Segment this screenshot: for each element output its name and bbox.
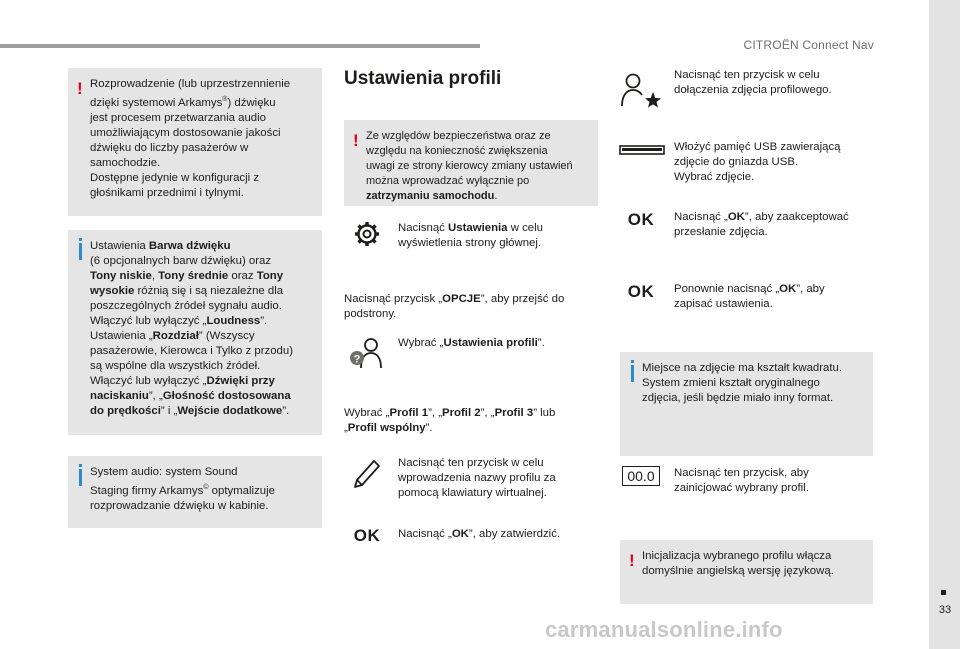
step-confirm: Nacisnąć „OK”, aby zatwierdzić.: [398, 528, 561, 540]
profile-settings-icon: [348, 336, 384, 370]
page-number: 33: [938, 604, 952, 616]
note-text: Rozprowadzenie (lub uprzestrzennienie dzięki systemowi Arkamys®) dźwięku jest procesem przetwarzania audio umożliwiającym dostosowanie jakości dźwięku do liczby pasażerów w samochodzie. Dostępne jedynie w konfiguracji z głośnikami przednimi i tylnymi.: [90, 78, 291, 199]
step-select-profile: Wybrać „Profil 1”, „Profil 2”, „Profil 3” lub „Profil wspólny”.: [344, 407, 556, 434]
page-side-strip: [929, 0, 960, 649]
info-box-sound-staging: [68, 456, 322, 528]
ok-button-icon: OK: [627, 210, 655, 229]
step-attach-photo: Nacisnąć ten przycisk w celu dołączenia zdjęcia profilowego.: [674, 69, 832, 96]
reset-display-icon: [618, 466, 664, 486]
step-save-settings: Ponownie nacisnąć „OK”, aby zapisać ustawienia.: [674, 283, 825, 310]
warning-icon: !: [353, 131, 359, 150]
step-edit-name: Nacisnąć ten przycisk w celu wprowadzenia nazwy profilu za pomocą klawiatury wirtualnej.: [398, 457, 556, 499]
header-title: CITROËN Connect Nav: [743, 38, 874, 52]
step-settings: Nacisnąć Ustawienia w celu wyświetlenia strony głównej.: [398, 222, 543, 249]
warning-icon: !: [77, 79, 83, 98]
warning-text: Inicjalizacja wybranego profilu włącza domyślnie angielską wersję językową.: [642, 550, 834, 577]
info-icon: [79, 243, 82, 260]
info-text: Miejsce na zdjęcie ma kształt kwadratu. System zmieni kształt oryginalnego zdjęcia, jeśli będzie miało inny format.: [642, 362, 843, 404]
step-init-profile: Nacisnąć ten przycisk, aby zainicjować wybrany profil.: [674, 467, 809, 494]
ok-button-icon: OK: [353, 526, 381, 545]
step-accept-upload: Nacisnąć „OK”, aby zaakceptować przesłanie zdjęcia.: [674, 211, 849, 238]
info-box-sound-settings: [68, 230, 322, 435]
top-rule: [0, 44, 480, 48]
warning-text: Ze względów bezpieczeństwa oraz ze względu na konieczność zwiększenia uwagi ze strony kierowcy zmiany ustawień można wprowadzać wyłącznie po zatrzymaniu samochodu.: [366, 130, 573, 202]
pencil-icon: [352, 458, 382, 490]
info-text: Ustawienia Barwa dźwięku (6 opcjonalnych barw dźwięku) oraz Tony niskie, Tony średnie oraz Tony wysokie różnią się i są niezależne dla poszczególnych źródeł sygnału audio. Włączyć lub wyłączyć „Loudness”. Ustawienia „Rozdział” (Wszyscy pasażerowie, Kierowca i Tylko z przodu) są wspólne dla wszystkich źródeł. Włączyć lub wyłączyć „Dźwięki przy naciskaniu”, „Głośność dostosowana do prędkości” i „Wejście dodatkowe”.: [90, 240, 294, 417]
watermark: carmanualsonline.info: [545, 617, 783, 642]
step-options: Nacisnąć przycisk „OPCJE”, aby przejść do podstrony.: [344, 293, 565, 320]
step-profile-settings: Wybrać „Ustawienia profili”.: [398, 337, 545, 349]
info-text: System audio: system Sound Staging firmy Arkamys© optymalizuje rozprowadzanie dźwięku w kabinie.: [90, 466, 275, 512]
step-insert-usb: Włożyć pamięć USB zawierającą zdjęcie do gniazda USB. Wybrać zdjęcie.: [674, 141, 841, 183]
info-icon: [631, 365, 634, 382]
settings-gear-icon: [352, 219, 382, 249]
note-box-arkamys: [68, 68, 322, 216]
usb-slot-icon: [618, 144, 666, 156]
svg-text:?: ?: [353, 353, 361, 366]
info-icon: [79, 469, 82, 486]
section-title: Ustawienia profili: [344, 68, 502, 89]
lcd-value: 00.0: [622, 466, 659, 486]
warning-icon: !: [629, 551, 635, 570]
user-star-icon: [618, 72, 664, 108]
warning-box-safety: [344, 120, 598, 206]
info-box-photo-format: [620, 352, 873, 456]
warning-box-language: [620, 540, 873, 604]
page-marker: [941, 590, 946, 595]
ok-button-icon: OK: [627, 282, 655, 301]
